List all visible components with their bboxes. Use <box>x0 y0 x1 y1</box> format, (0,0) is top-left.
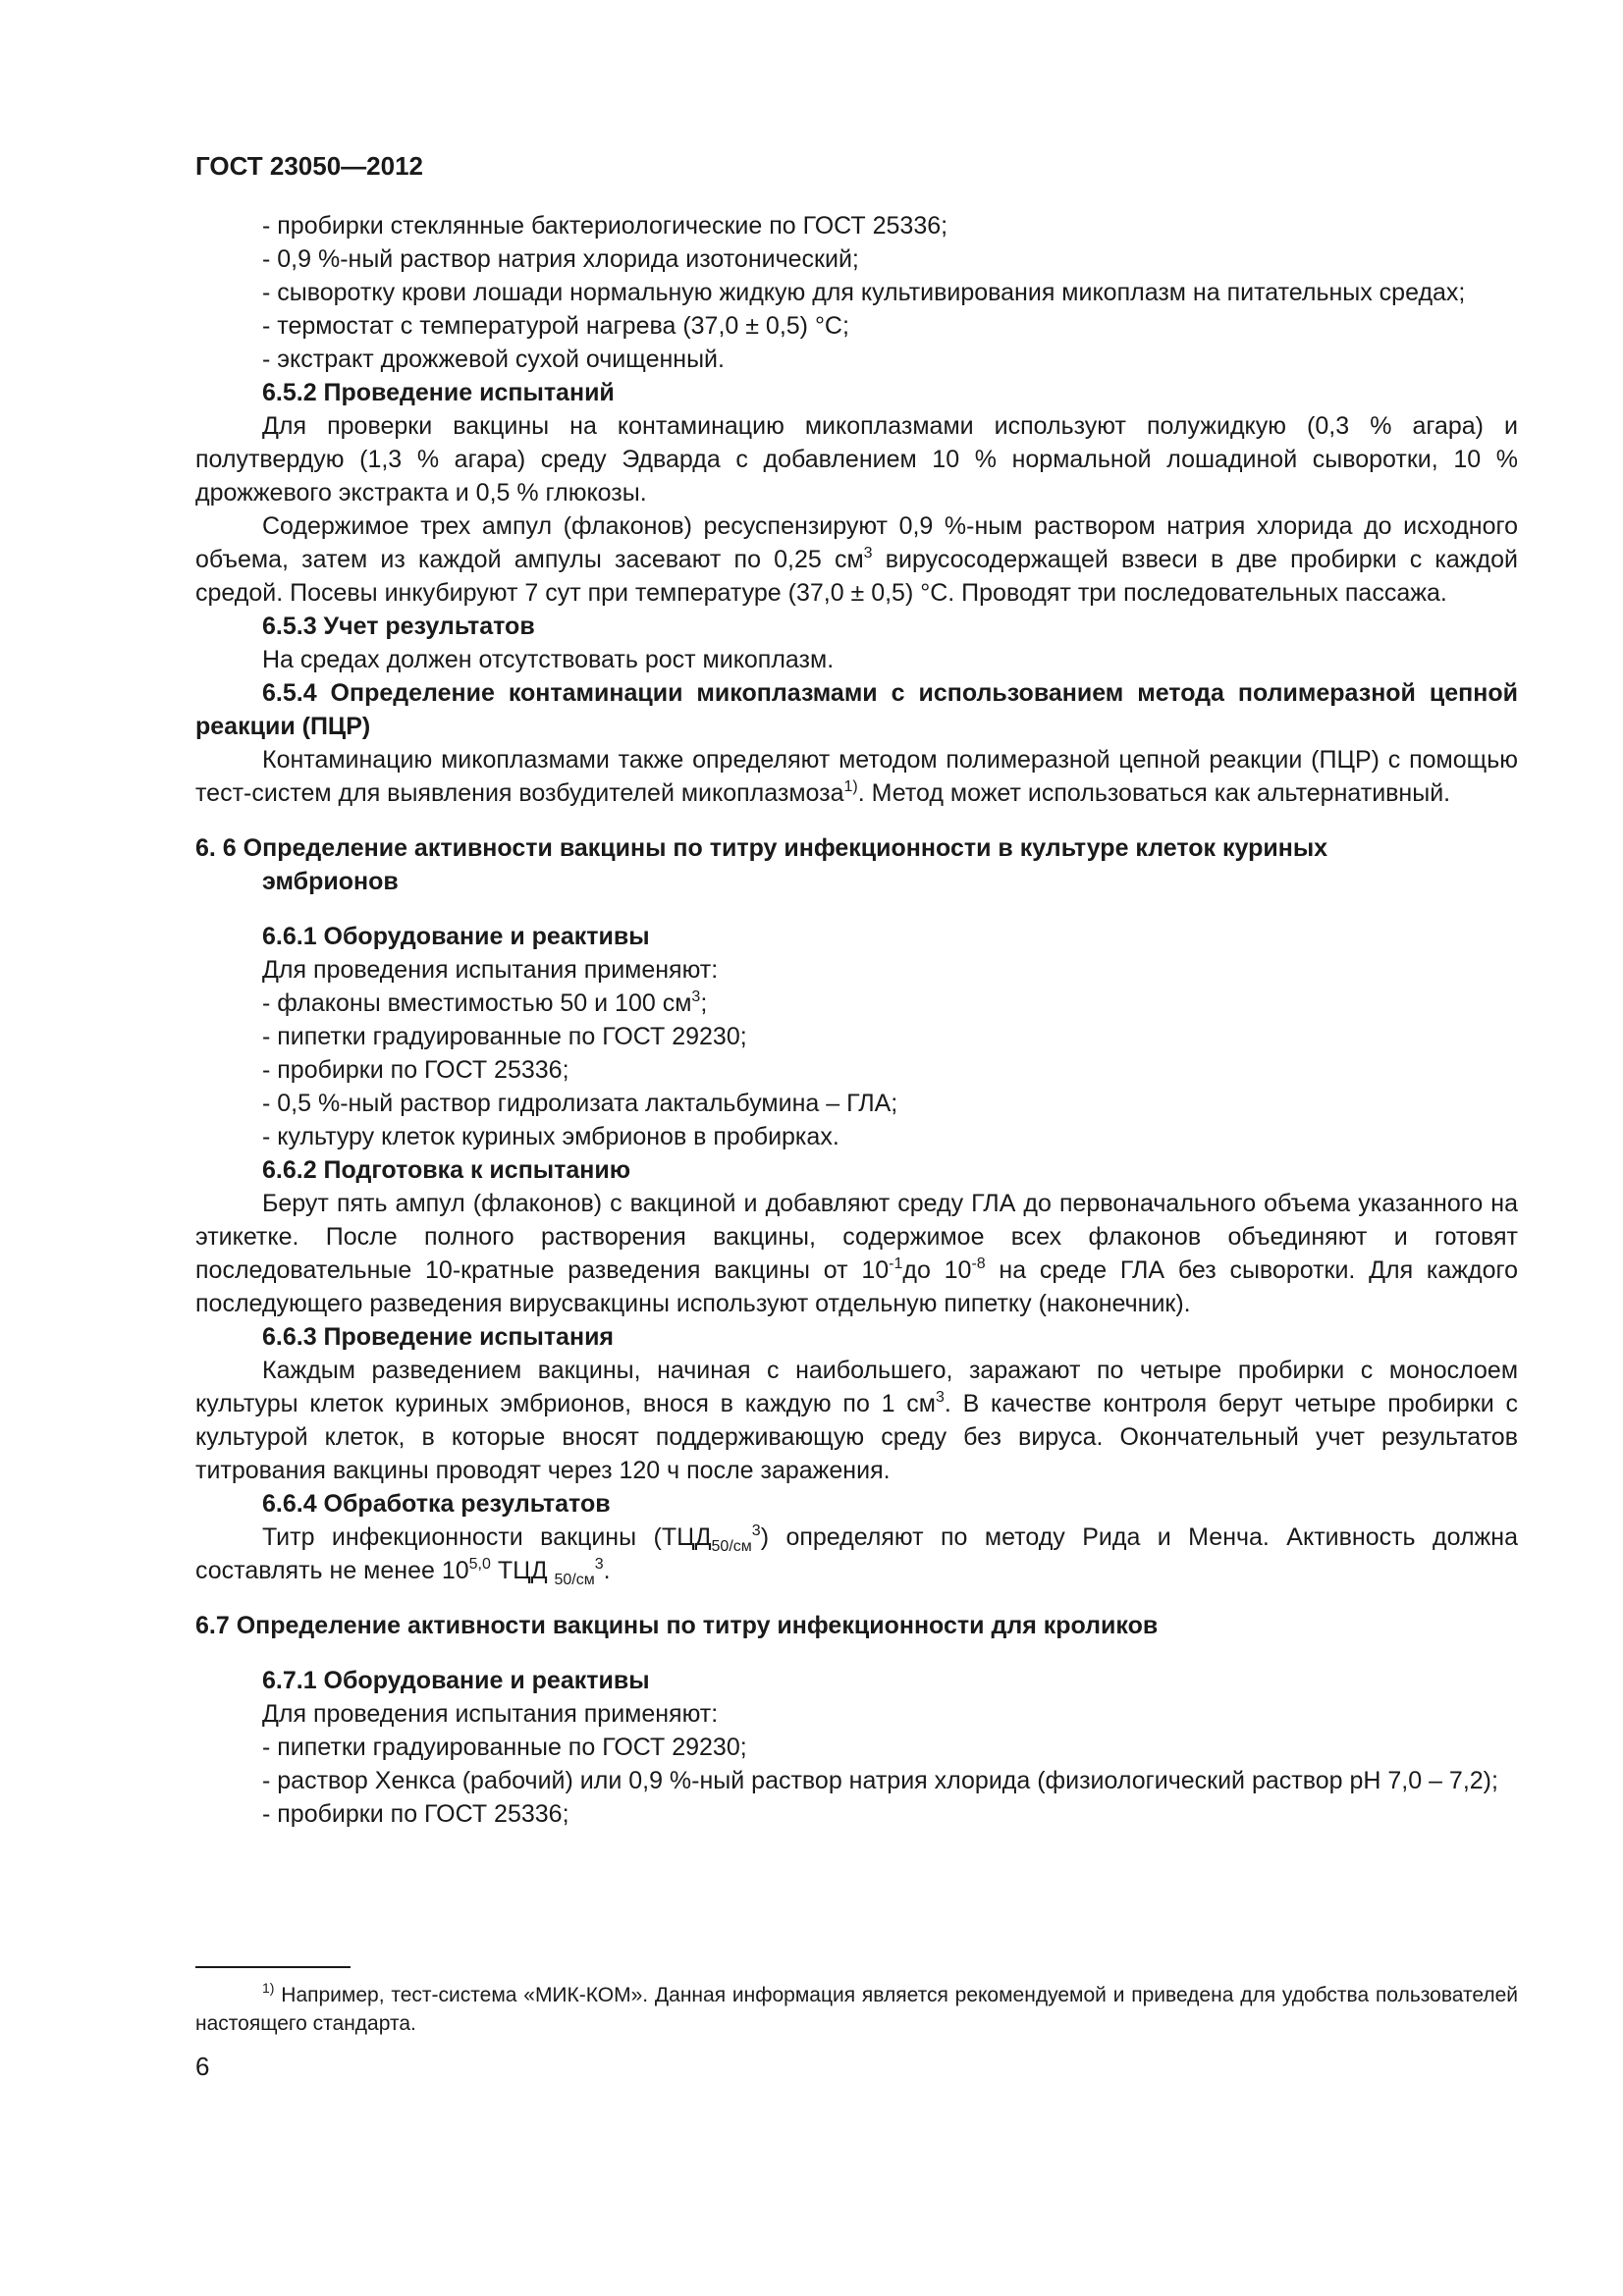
section-heading-6-6: 6. 6 Определение активности вакцины по титру инфекционности в культуре клеток куриных эмбрионов <box>195 834 1328 895</box>
paragraph <box>195 743 1518 810</box>
section-heading-6-7: 6.7 Определение активности вакцины по титру инфекционности для кроликов <box>195 1612 1159 1639</box>
paragraph <box>195 509 1518 610</box>
subscript: 50/см <box>554 1572 595 1588</box>
list-item: - раствор Хенкса (рабочий) или 0,9 %-ный раствор натрия хлорида (физиологический раствор рН 7,0 – 7,2); <box>262 1767 1498 1794</box>
text-run: ТЦД <box>490 1557 555 1584</box>
heading-6-5-3: 6.5.3 Учет результатов <box>262 613 535 640</box>
text-run: Берут пять ампул (флаконов) с вакциной и добавляют среду ГЛА до первоначального объема указанного на этикетке. После полного растворения вакцины, содержимое всех флаконов объединяют и готовят последовательные 10-кратные разведения вакцины от 10 <box>195 1190 1518 1284</box>
superscript: 3 <box>691 988 701 1005</box>
page-number: 6 <box>195 2052 210 2081</box>
footnote <box>195 1981 1518 2038</box>
list-item: - 0,5 %-ный раствор гидролизата лактальбумина – ГЛА; <box>262 1090 898 1117</box>
paragraph <box>195 1354 1518 1487</box>
heading-6-7-1: 6.7.1 Оборудование и реактивы <box>262 1667 650 1694</box>
heading-6-6-2: 6.6.2 Подготовка к испытанию <box>262 1156 631 1184</box>
text-run: . В качестве контроля берут четыре пробирки с культурой клеток, в которые вносят поддерживающую среду без вируса. Окончательный учет результатов титрования вакцины проводят через 120 ч после заражения. <box>195 1390 1518 1484</box>
text-run: на среде ГЛА без сыворотки. Для каждого последующего разведения вирусвакцины используют отдельную пипетку (наконечник). <box>195 1256 1519 1317</box>
document-body <box>195 209 1518 1831</box>
paragraph: Для проведения испытания применяют: <box>262 1700 719 1728</box>
list-item: - пробирки стеклянные бактериологические по ГОСТ 25336; <box>262 212 948 240</box>
list-item: - пипетки градуированные по ГОСТ 29230; <box>262 1734 747 1761</box>
footnote-ref: 1) <box>843 778 858 795</box>
superscript: -8 <box>971 1255 986 1272</box>
heading-6-5-2: 6.5.2 Проведение испытаний <box>262 379 615 406</box>
text-run: - флаконы вместимостью 50 и 100 см <box>262 989 692 1017</box>
text-run: Титр инфекционности вакцины (ТЦД <box>262 1523 712 1551</box>
list-item: - термостат с температурой нагрева (37,0 ± 0,5) °С; <box>262 312 849 340</box>
superscript: -1 <box>889 1255 903 1272</box>
paragraph <box>195 1187 1518 1320</box>
list-item: - культуру клеток куриных эмбрионов в пробирках. <box>262 1123 839 1150</box>
paragraph: Для проведения испытания применяют: <box>262 956 719 984</box>
text-run: вирусосодержащей взвеси в две пробирки с каждой средой. Посевы инкубируют 7 сут при температуре (37,0 ± 0,5) °С. Проводят три последовательных пассажа. <box>195 546 1518 607</box>
paragraph: На средах должен отсутствовать рост микоплазм. <box>262 646 835 673</box>
list-item: - экстракт дрожжевой сухой очищенный. <box>262 346 725 373</box>
list-item: - пипетки градуированные по ГОСТ 29230; <box>262 1023 747 1050</box>
text-run: . <box>603 1557 611 1584</box>
superscript: 3 <box>863 545 873 561</box>
superscript: 5,0 <box>468 1556 491 1573</box>
footnote-marker: 1) <box>262 1980 275 1996</box>
subscript: 50/см <box>711 1538 752 1555</box>
list-item: - пробирки по ГОСТ 25336; <box>262 1056 569 1084</box>
text-run: до 10 <box>902 1256 972 1284</box>
superscript: 3 <box>594 1556 604 1573</box>
superscript: 3 <box>935 1389 945 1406</box>
list-item: - пробирки по ГОСТ 25336; <box>262 1800 569 1828</box>
heading-6-5-4: 6.5.4 Определение контаминации микоплазмами с использованием метода полимеразной цепной реакции (ПЦР) <box>195 679 1518 740</box>
paragraph: Для проверки вакцины на контаминацию микоплазмами используют полужидкую (0,3 % агара) и полутвердую (1,3 % агара) среду Эдварда с добавлением 10 % нормальной лошадиной сыворотки, 10 % дрожжевого экстракта и 0,5 % глюкозы. <box>195 412 1518 507</box>
text-run: Содержимое трех ампул (флаконов) ресуспензируют 0,9 %-ным раствором натрия хлорида до исходного объема, затем из каждой ампулы засевают по 0,25 см <box>195 512 1518 573</box>
text-run: ) определяют по методу Рида и Менча. Активность должна составлять не менее 10 <box>195 1523 1518 1584</box>
heading-6-6-3: 6.6.3 Проведение испытания <box>262 1323 615 1351</box>
list-item <box>195 987 1518 1020</box>
superscript: 3 <box>751 1522 761 1539</box>
list-item: - сыворотку крови лошади нормальную жидкую для культивирования микоплазм на питательных средах; <box>262 279 1466 306</box>
text-run: ; <box>700 989 708 1017</box>
heading-6-6-4: 6.6.4 Обработка результатов <box>262 1490 611 1518</box>
text-run: Контаминацию микоплазмами также определяют методом полимеразной цепной реакции (ПЦР) с помощью тест-систем для выявления возбудителей микоплазмоза <box>195 746 1518 807</box>
text-run: Каждым разведением вакцины, начиная с наибольшего, заражают по четыре пробирки с монослоем культуры клеток куриных эмбрионов, внося в каждую по 1 см <box>195 1357 1518 1417</box>
paragraph <box>195 1521 1518 1587</box>
text-run: Например, тест-система «МИК-КОМ». Данная информация является рекомендуемой и приведена для удобства пользователей настоящего стандарта. <box>195 1984 1518 2035</box>
list-item: - 0,9 %-ный раствор натрия хлорида изотонический; <box>262 245 859 273</box>
text-run: . Метод может использоваться как альтернативный. <box>857 779 1451 807</box>
footnote-text <box>195 1981 1518 2038</box>
document-header-id: ГОСТ 23050—2012 <box>195 151 423 181</box>
footnote-divider <box>195 1966 351 1968</box>
heading-6-6-1: 6.6.1 Оборудование и реактивы <box>262 923 650 950</box>
